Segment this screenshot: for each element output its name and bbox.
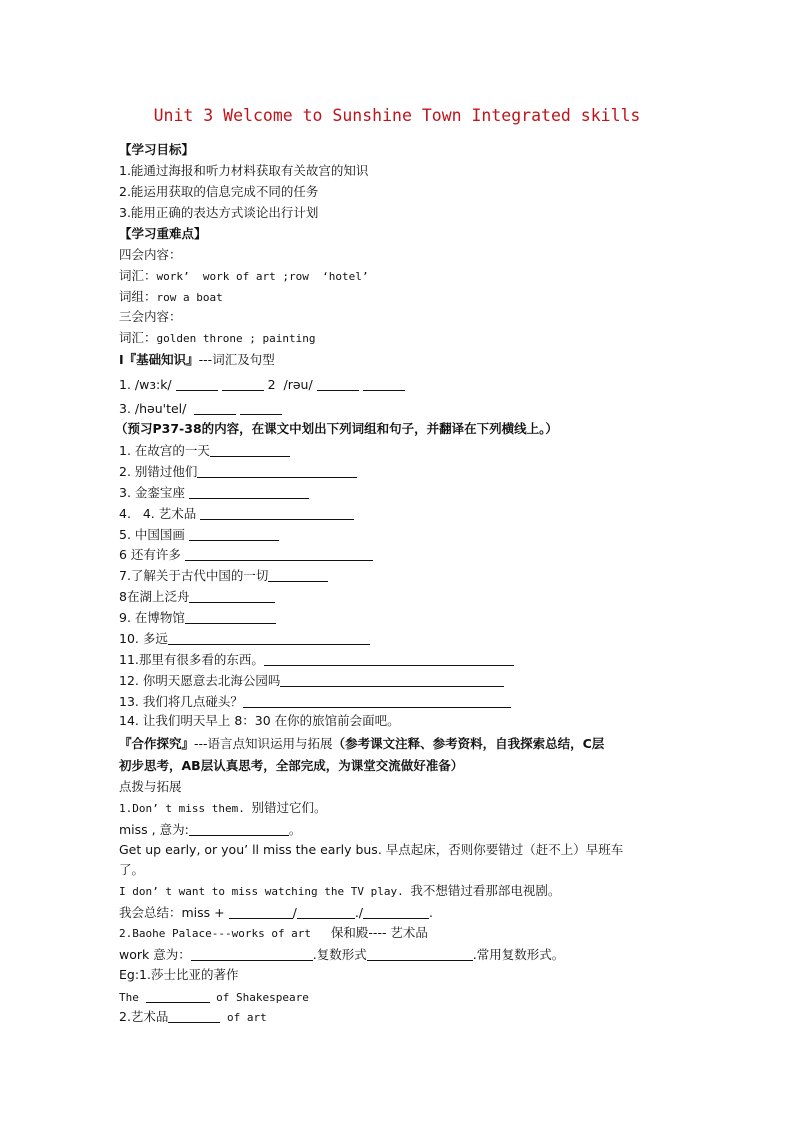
phonetic-line-2: 3. /həu'tel/: [119, 402, 282, 416]
works-of-art-line: 2.艺术品 of art: [119, 1009, 267, 1024]
translate-item-1: 1. 在故宫的一天: [119, 444, 290, 458]
four-skill-label: 四会内容：: [119, 247, 182, 262]
example-sentence-2: I don’ t want to miss watching the TV play. 我不想错过看那部电视剧。: [119, 883, 561, 898]
translate-item-12: 12. 你明天愿意去北海公园吗: [119, 674, 504, 688]
translate-item-5: 5. 中国国画: [119, 528, 279, 542]
translate-item-13: 13. 我们将几点碰头？: [119, 695, 511, 709]
translate-item-4: 4. 4. 艺术品: [119, 507, 354, 521]
cooperation-heading-continued: 初步思考，AB层认真思考，全部完成，为课堂交流做好准备）: [119, 758, 464, 773]
tips-label: 点拨与拓展: [119, 779, 182, 794]
phonetic-line-1: 1. /wɜ:k/ 2 /rəu/: [119, 378, 405, 392]
shakespeare-line: The of Shakespeare: [119, 991, 309, 1004]
translate-item-14: 14. 让我们明天早上 8：30 在你的旅馆前会面吧。: [119, 713, 400, 728]
translate-item-11: 11.那里有很多看的东西。: [119, 653, 514, 667]
work-meaning-line: work 意为： .复数形式 .常用复数形式。: [119, 947, 565, 962]
three-skill-label: 三会内容：: [119, 309, 182, 324]
basic-knowledge-heading: Ⅰ『基础知识』---词汇及句型: [119, 352, 275, 367]
section-heading-objectives: 【学习目标】: [119, 142, 195, 157]
vocab-line-2: 词汇：golden throne ; painting: [119, 330, 316, 345]
objective-2: 2.能运用获取的信息完成不同的任务: [119, 184, 319, 199]
point-1-sentence: 1.Don’ t miss them. 别错过它们。: [119, 800, 327, 815]
preview-instruction: （预习P37-38的内容，在课文中划出下列词组和句子，并翻译在下列横线上。）: [115, 421, 558, 436]
translate-item-10: 10. 多远: [119, 632, 370, 646]
section-heading-key-points: 【学习重难点】: [119, 226, 207, 241]
page-title: Unit 3 Welcome to Sunshine Town Integrated skills: [153, 106, 641, 125]
translate-item-3: 3. 金銮宝座: [119, 486, 309, 500]
objective-3: 3.能用正确的表达方式谈论出行计划: [119, 205, 319, 220]
vocab-line-1: 词汇：work’ work of art ;row ‘hotel’: [119, 268, 369, 283]
miss-summary-line: 我会总结：miss + / ./ .: [119, 905, 433, 920]
example-label: Eg:1.莎士比亚的著作: [119, 967, 239, 982]
translate-item-7: 7.了解关于古代中国的一切: [119, 569, 328, 583]
cooperation-heading: 『合作探究』---语言点知识运用与拓展（参考课文注释、参考资料，自我探索总结，C层: [119, 736, 605, 751]
translate-item-6: 6 还有许多: [119, 548, 373, 562]
point-2-heading: 2.Baohe Palace---works of art 保和殿---- 艺术品: [119, 925, 428, 940]
translate-item-9: 9. 在博物馆: [119, 611, 276, 625]
phrase-line: 词组：row a boat: [119, 289, 223, 304]
translate-item-8: 8在湖上泛舟: [119, 590, 275, 604]
miss-meaning-line: miss , 意为: 。: [119, 822, 302, 837]
translate-item-2: 2. 别错过他们: [119, 465, 357, 479]
objective-1: 1.能通过海报和听力材料获取有关故宫的知识: [119, 163, 369, 178]
example-sentence-1-end: 了。: [119, 862, 145, 877]
example-sentence-1: Get up early, or you’ ll miss the early bus. 早点起床，否则你要错过（赶不上）早班车: [119, 842, 624, 857]
